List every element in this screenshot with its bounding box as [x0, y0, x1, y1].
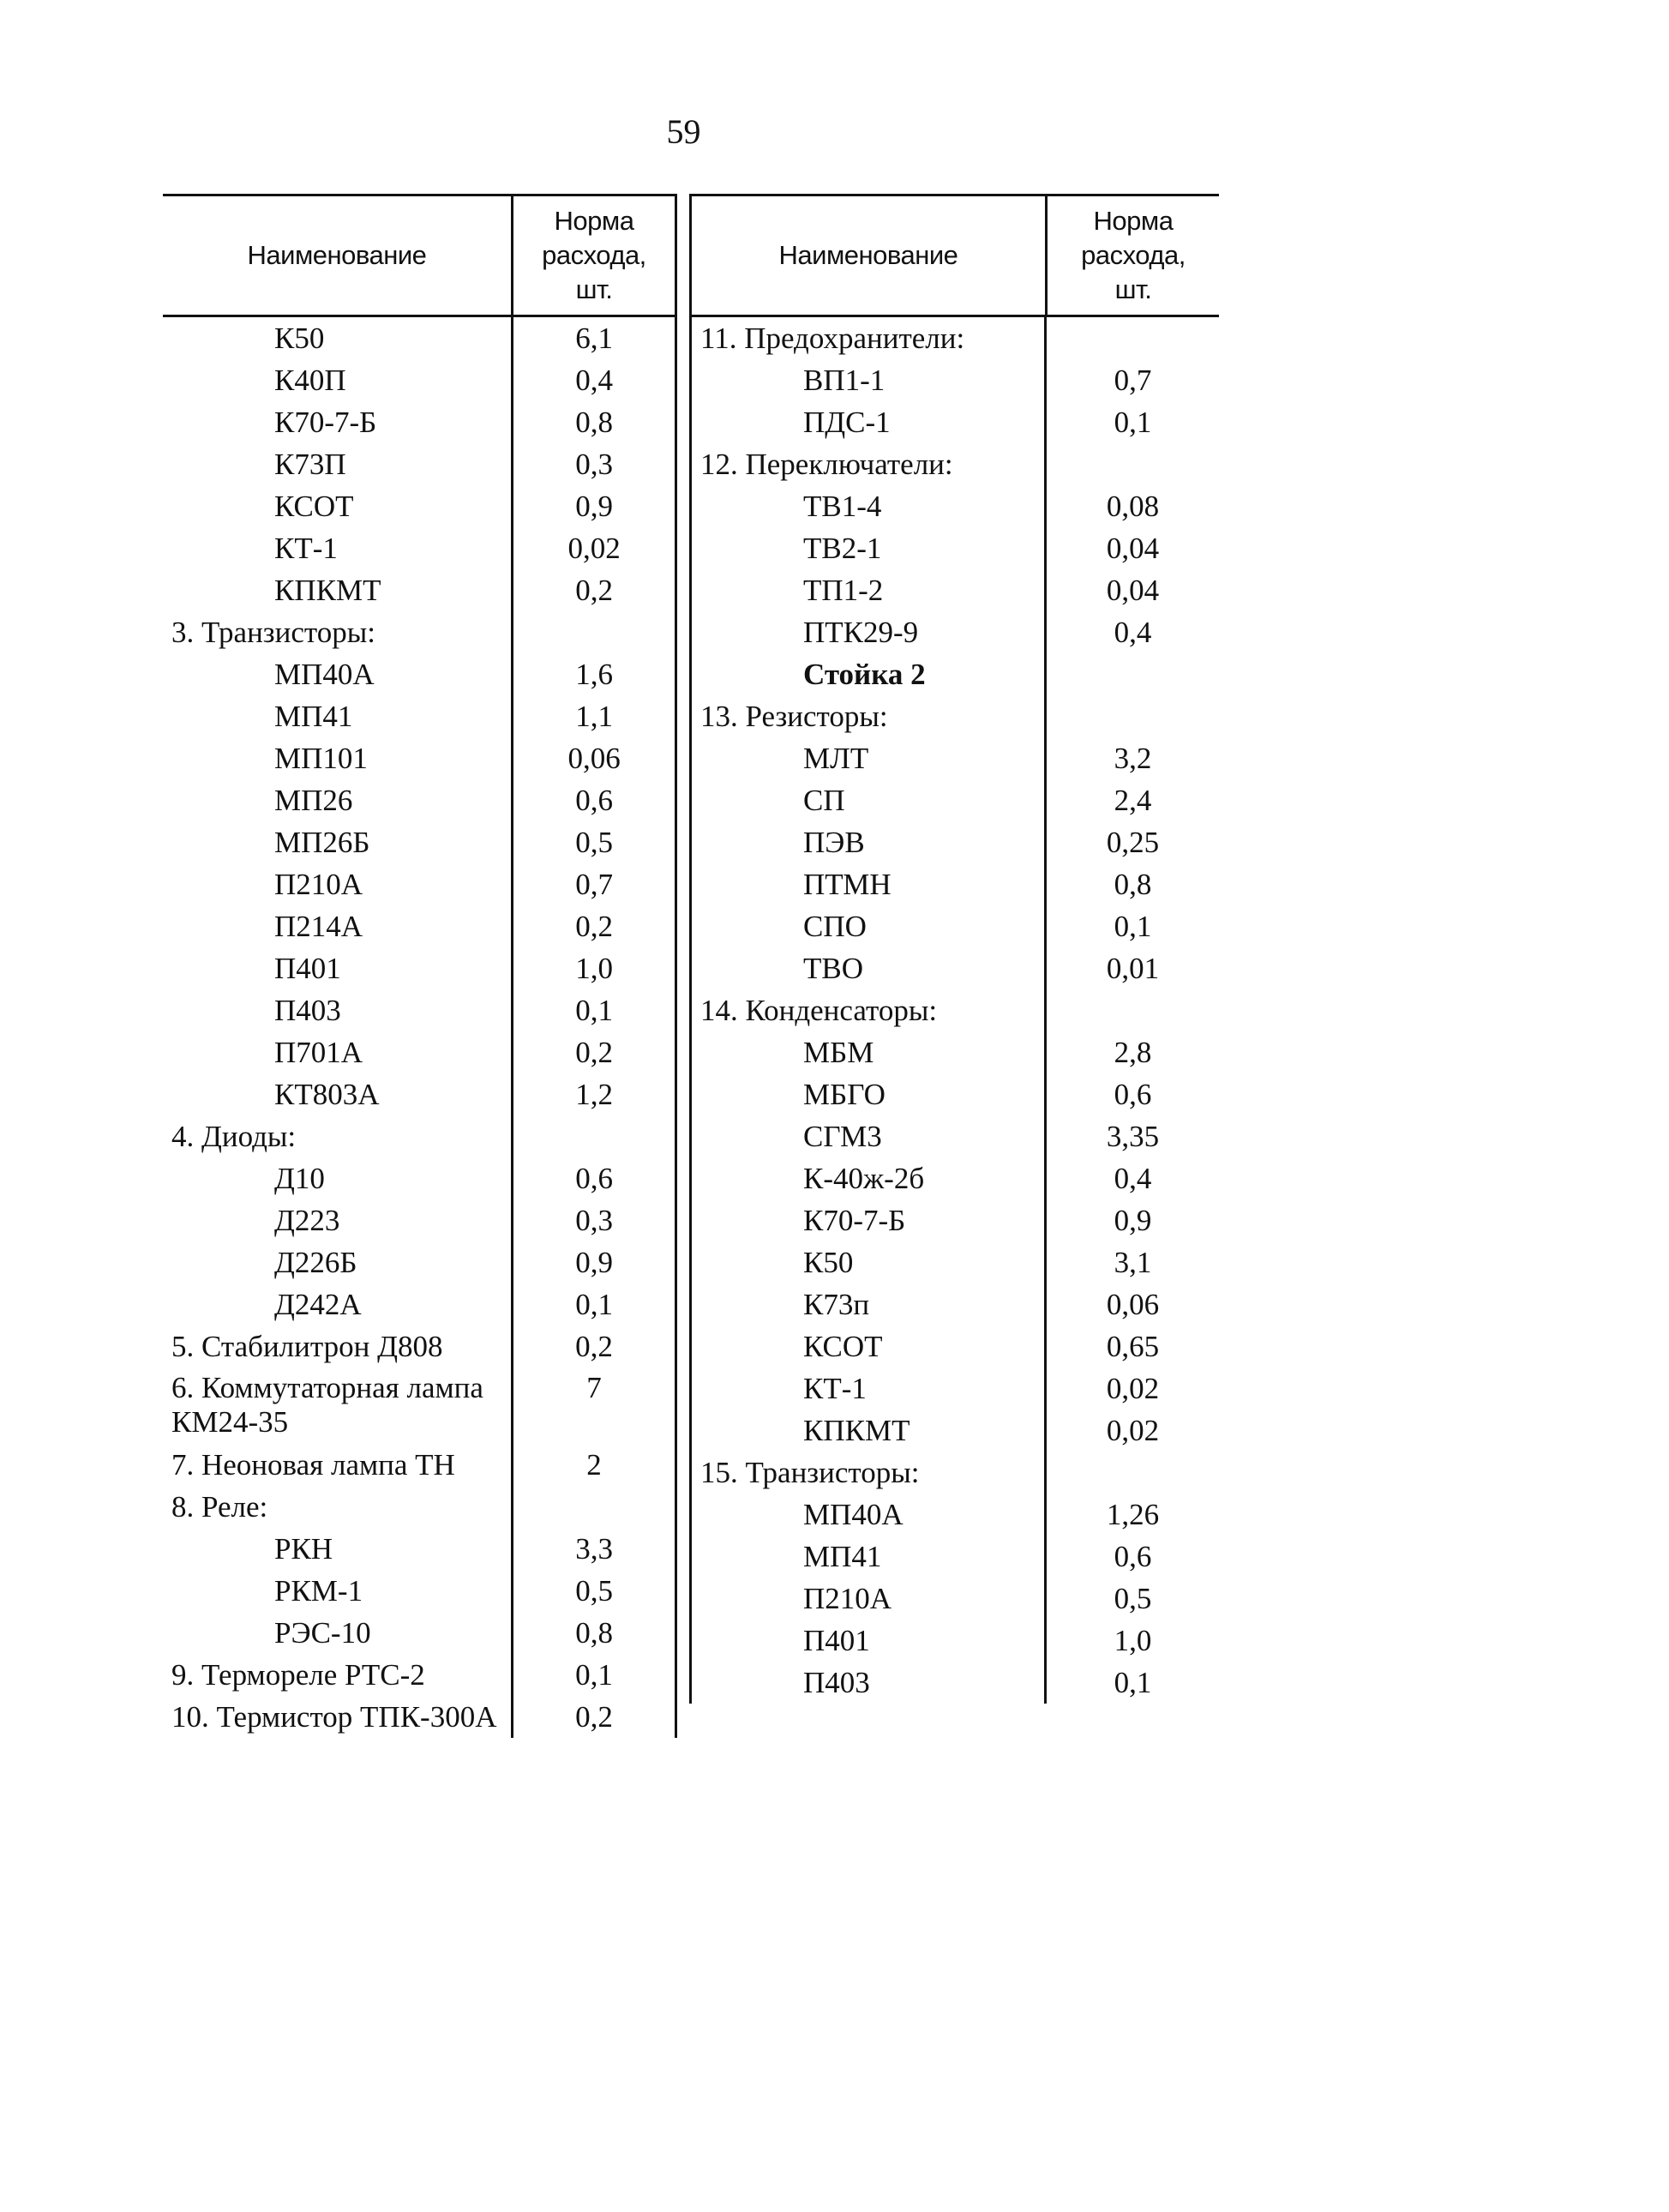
table-row — [163, 653, 677, 695]
header-norm — [511, 196, 677, 315]
table-row — [689, 1578, 1219, 1620]
item-name: КТ-1 — [274, 532, 338, 565]
table-row — [163, 1325, 677, 1367]
item-norm: 0,2 — [511, 569, 677, 611]
item-name: П403 — [274, 994, 341, 1027]
item-name: МЛТ — [689, 737, 1044, 779]
table-row — [689, 1452, 1219, 1494]
item-name: МБГО — [689, 1073, 1044, 1115]
table-row — [689, 905, 1219, 947]
item-norm: 0,4 — [1044, 1157, 1219, 1199]
item-norm: 0,2 — [511, 1696, 677, 1738]
item-name: КТ-1 — [689, 1367, 1044, 1410]
item-name: К-40ж-2б — [689, 1157, 1044, 1199]
table-row — [163, 443, 677, 485]
table-row — [163, 1654, 677, 1696]
table-row — [689, 947, 1219, 989]
table-row — [689, 317, 1219, 359]
table-row — [163, 1031, 677, 1073]
table-row — [689, 1073, 1219, 1115]
item-name: 14. Конденсаторы: — [689, 989, 1044, 1031]
item-norm: 0,6 — [511, 779, 677, 821]
table-left — [163, 194, 677, 1738]
item-name: КСОТ — [274, 490, 354, 523]
item-norm — [511, 1115, 677, 1157]
item-name: Д242А — [274, 1288, 362, 1321]
item-name: Стойка 2 — [689, 653, 1044, 695]
item-name: ВП1-1 — [689, 359, 1044, 401]
table-row — [163, 1073, 677, 1115]
item-norm: 0,02 — [1044, 1410, 1219, 1452]
item-norm: 2,4 — [1044, 779, 1219, 821]
page-number: 59 — [666, 112, 701, 151]
item-norm: 0,2 — [511, 905, 677, 947]
table-row — [163, 1570, 677, 1612]
table-body — [689, 317, 1219, 1704]
item-norm: 0,3 — [511, 1199, 677, 1241]
item-norm: 0,5 — [511, 1570, 677, 1612]
item-norm — [1044, 695, 1219, 737]
item-name: 5. Стабилитрон Д808 — [171, 1330, 443, 1363]
item-norm: 6,1 — [511, 317, 677, 359]
item-name: К73п — [689, 1283, 1044, 1325]
item-name: МП40А — [689, 1494, 1044, 1536]
item-norm: 0,1 — [511, 989, 677, 1031]
table-row — [689, 1367, 1219, 1410]
item-name: МП26 — [274, 784, 353, 817]
table-row — [689, 737, 1219, 779]
table-row — [689, 611, 1219, 653]
table-row — [689, 863, 1219, 905]
item-norm: 0,6 — [1044, 1536, 1219, 1578]
table-row — [689, 1031, 1219, 1073]
table-row — [689, 1325, 1219, 1367]
item-name: К70-7-Б — [689, 1199, 1044, 1241]
item-name: 6. Коммутаторная лампа КМ24-35 — [171, 1371, 483, 1439]
table-row — [689, 1410, 1219, 1452]
table-row — [689, 401, 1219, 443]
table-row — [163, 1528, 677, 1570]
table-row — [689, 653, 1219, 695]
table-row — [689, 1662, 1219, 1704]
item-norm: 0,1 — [1044, 1662, 1219, 1704]
item-norm: 0,04 — [1044, 569, 1219, 611]
item-norm: 0,8 — [1044, 863, 1219, 905]
item-norm: 0,01 — [1044, 947, 1219, 989]
table-row — [689, 779, 1219, 821]
item-name: 7. Неоновая лампа ТН — [171, 1448, 455, 1482]
table-row — [689, 359, 1219, 401]
item-norm: 1,0 — [511, 947, 677, 989]
item-name: КПКМТ — [689, 1410, 1044, 1452]
table-row — [163, 1115, 677, 1157]
table-row — [163, 989, 677, 1031]
item-name: П401 — [274, 952, 341, 985]
item-name: К73П — [274, 448, 346, 481]
table-header — [163, 194, 677, 317]
item-name: ТВО — [689, 947, 1044, 989]
table-row — [689, 1283, 1219, 1325]
item-name: ПЭВ — [689, 821, 1044, 863]
item-name: П401 — [689, 1620, 1044, 1662]
item-name: МП41 — [274, 700, 353, 733]
table-row — [689, 1620, 1219, 1662]
item-norm — [1044, 1452, 1219, 1494]
item-norm — [1044, 317, 1219, 359]
item-name: 13. Резисторы: — [689, 695, 1044, 737]
table-row — [689, 1157, 1219, 1199]
item-name: РКН — [274, 1532, 333, 1566]
table-row — [163, 737, 677, 779]
table-right — [689, 194, 1219, 1704]
table-row — [163, 863, 677, 905]
item-name: МП101 — [274, 742, 368, 775]
item-norm: 0,2 — [511, 1325, 677, 1367]
table-row — [689, 485, 1219, 527]
item-norm: 1,26 — [1044, 1494, 1219, 1536]
item-name: П210А — [274, 868, 363, 901]
item-name: 9. Термореле РТС-2 — [171, 1658, 425, 1692]
item-norm: 3,2 — [1044, 737, 1219, 779]
table-row — [163, 401, 677, 443]
item-name: 10. Термистор ТПК-300А — [171, 1700, 497, 1734]
item-name: Д10 — [274, 1162, 325, 1195]
item-norm: 0,04 — [1044, 527, 1219, 569]
item-norm: 0,02 — [511, 527, 677, 569]
table-row — [689, 1115, 1219, 1157]
item-norm: 1,0 — [1044, 1620, 1219, 1662]
item-name: КСОТ — [689, 1325, 1044, 1367]
item-name: ТВ1-4 — [689, 485, 1044, 527]
table-row — [163, 527, 677, 569]
item-norm: 0,7 — [511, 863, 677, 905]
item-name: ПТМН — [689, 863, 1044, 905]
item-norm: 0,9 — [511, 1241, 677, 1283]
item-norm — [1044, 653, 1219, 695]
table-row — [163, 1199, 677, 1241]
item-name: 12. Переключатели: — [689, 443, 1044, 485]
table-header — [689, 194, 1219, 317]
table-row — [163, 779, 677, 821]
table-row — [163, 695, 677, 737]
table-row — [163, 1444, 677, 1486]
table-row — [163, 317, 677, 359]
item-norm: 0,7 — [1044, 359, 1219, 401]
header-norm — [1045, 196, 1219, 315]
item-norm: 0,06 — [1044, 1283, 1219, 1325]
item-norm: 0,4 — [511, 359, 677, 401]
item-norm — [1044, 989, 1219, 1031]
item-norm: 2 — [511, 1444, 677, 1486]
item-name: ПТК29-9 — [689, 611, 1044, 653]
item-name: МБМ — [689, 1031, 1044, 1073]
header-name: Наименование — [247, 240, 427, 270]
item-name: ПДС-1 — [689, 401, 1044, 443]
item-norm: 0,1 — [1044, 401, 1219, 443]
table-row — [689, 1536, 1219, 1578]
item-norm — [511, 1486, 677, 1528]
item-norm: 0,8 — [511, 401, 677, 443]
table-row — [689, 695, 1219, 737]
item-name: МП40А — [274, 658, 375, 691]
item-norm — [511, 611, 677, 653]
item-norm: 0,06 — [511, 737, 677, 779]
item-name: КТ803А — [274, 1078, 380, 1111]
header-norm-line: расхода, — [542, 240, 646, 270]
item-name: МП41 — [689, 1536, 1044, 1578]
item-name: 8. Реле: — [171, 1490, 268, 1524]
table-row — [689, 569, 1219, 611]
item-norm: 3,1 — [1044, 1241, 1219, 1283]
item-name: СП — [689, 779, 1044, 821]
item-norm: 7 — [511, 1367, 677, 1444]
item-name: К50 — [274, 322, 325, 355]
item-norm: 1,1 — [511, 695, 677, 737]
item-name: Д226Б — [274, 1246, 357, 1279]
table-row — [689, 1494, 1219, 1536]
item-name: Д223 — [274, 1204, 340, 1237]
item-norm: 0,5 — [1044, 1578, 1219, 1620]
header-name: Наименование — [689, 196, 1045, 315]
header-norm-line: Норма — [554, 206, 634, 236]
item-name: РКМ-1 — [274, 1574, 363, 1608]
table-row — [163, 569, 677, 611]
table-row — [163, 1486, 677, 1528]
header-norm-line: Норма — [1093, 206, 1174, 236]
item-name: ТВ2-1 — [689, 527, 1044, 569]
item-norm: 0,1 — [1044, 905, 1219, 947]
item-norm: 3,3 — [511, 1528, 677, 1570]
table-row — [163, 1612, 677, 1654]
item-name: СГМ3 — [689, 1115, 1044, 1157]
item-name: СПО — [689, 905, 1044, 947]
table-row — [163, 947, 677, 989]
table-row — [689, 443, 1219, 485]
item-norm: 0,6 — [511, 1157, 677, 1199]
item-norm: 2,8 — [1044, 1031, 1219, 1073]
item-name: П701А — [274, 1036, 363, 1069]
header-norm-line: расхода, — [1081, 240, 1186, 270]
item-norm: 0,9 — [511, 485, 677, 527]
table-row — [689, 527, 1219, 569]
table-row — [689, 821, 1219, 863]
item-norm: 0,4 — [1044, 611, 1219, 653]
item-name: ТП1-2 — [689, 569, 1044, 611]
table-row — [689, 989, 1219, 1031]
table-row — [163, 1241, 677, 1283]
table-row — [163, 905, 677, 947]
item-norm: 0,65 — [1044, 1325, 1219, 1367]
item-name: П210А — [689, 1578, 1044, 1620]
item-name: КПКМТ — [274, 574, 381, 607]
item-norm: 0,1 — [511, 1283, 677, 1325]
table-row — [163, 821, 677, 863]
item-norm: 0,5 — [511, 821, 677, 863]
item-norm — [1044, 443, 1219, 485]
table-row — [163, 1367, 677, 1444]
item-norm: 0,9 — [1044, 1199, 1219, 1241]
table-row — [163, 611, 677, 653]
item-name: К40П — [274, 364, 346, 397]
item-norm: 0,6 — [1044, 1073, 1219, 1115]
header-norm-line: шт. — [575, 274, 613, 304]
table-row — [163, 359, 677, 401]
item-name: 4. Диоды: — [171, 1120, 297, 1153]
item-name: К70-7-Б — [274, 406, 377, 439]
table-row — [689, 1241, 1219, 1283]
item-norm: 0,3 — [511, 443, 677, 485]
item-name: П403 — [689, 1662, 1044, 1704]
item-norm: 0,8 — [511, 1612, 677, 1654]
item-norm: 0,2 — [511, 1031, 677, 1073]
item-name: П214А — [274, 910, 363, 943]
item-name: РЭС-10 — [274, 1616, 371, 1650]
item-norm: 0,1 — [511, 1654, 677, 1696]
header-norm-line: шт. — [1114, 274, 1152, 304]
item-norm: 0,08 — [1044, 485, 1219, 527]
table-row — [163, 1283, 677, 1325]
item-norm: 1,6 — [511, 653, 677, 695]
item-name: К50 — [689, 1241, 1044, 1283]
item-name: МП26Б — [274, 826, 370, 859]
table-body — [163, 317, 677, 1738]
item-name: 15. Транзисторы: — [689, 1452, 1044, 1494]
table-row — [163, 1157, 677, 1199]
table-row — [689, 1199, 1219, 1241]
item-norm: 3,35 — [1044, 1115, 1219, 1157]
table-row — [163, 1696, 677, 1738]
item-name: 3. Транзисторы: — [171, 616, 375, 649]
item-norm: 1,2 — [511, 1073, 677, 1115]
item-name: 11. Предохранители: — [689, 317, 1044, 359]
table-row — [163, 485, 677, 527]
item-norm: 0,25 — [1044, 821, 1219, 863]
item-norm: 0,02 — [1044, 1367, 1219, 1410]
